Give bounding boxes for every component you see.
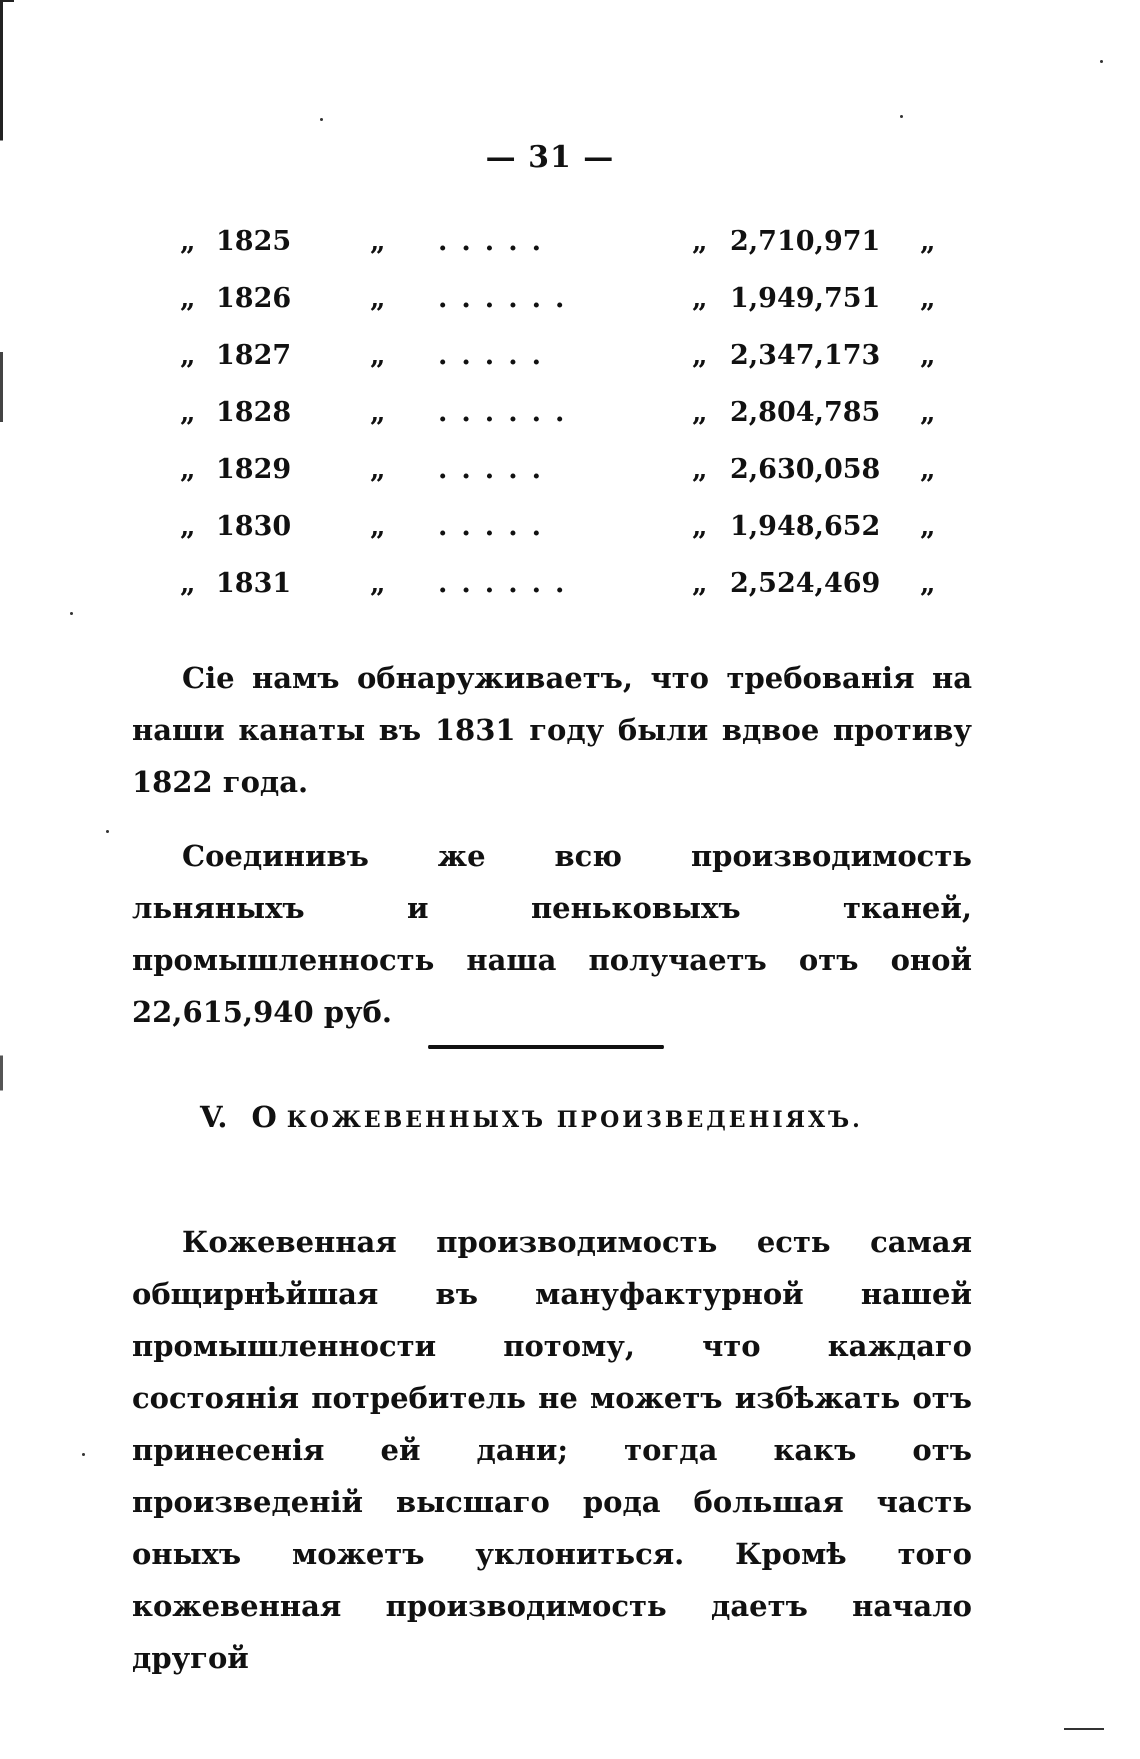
table-row [180,555,950,612]
ditto-mark: „ [370,283,386,314]
ditto-mark: „ [692,511,708,542]
ditto-mark: „ [370,454,386,485]
value-cell: 2,710,971 [730,226,881,257]
value-cell: 2,347,173 [730,340,881,371]
value-cell: 2,804,785 [730,397,881,428]
ditto-mark: „ [920,454,936,485]
table-row [180,498,950,555]
ditto-mark: „ [692,454,708,485]
value-cell: 1,949,751 [730,283,881,314]
table-row [180,327,950,384]
section-number: V. [200,1100,228,1134]
page-number: — 31 — [485,140,615,175]
paragraph-fabrics-total: Соединивъ же всю производимость льняныхъ и пеньковыхъ тканей, промышленность наша получаетъ отъ оной 22,615,940 руб. [132,839,972,1029]
year-cell: 1826 [216,283,292,314]
ditto-mark: „ [180,397,196,428]
leader-dots: ...... [438,568,579,599]
ditto-mark: „ [920,340,936,371]
table-row [180,384,950,441]
scan-footer-mark [1064,1728,1104,1730]
leader-dots: ..... [438,226,555,257]
year-cell: 1828 [216,397,292,428]
ditto-mark: „ [692,397,708,428]
scan-edge-left [0,0,3,1759]
value-cell: 2,524,469 [730,568,881,599]
leader-dots: ..... [438,340,555,371]
ditto-mark: „ [180,340,196,371]
scan-speck [106,830,109,833]
leader-dots: ..... [438,511,555,542]
ditto-mark: „ [180,511,196,542]
ditto-mark: „ [370,340,386,371]
ditto-mark: „ [180,283,196,314]
ditto-mark: „ [370,397,386,428]
leader-dots: ...... [438,397,579,428]
ditto-mark: „ [180,568,196,599]
year-cell: 1831 [216,568,292,599]
ditto-mark: „ [920,226,936,257]
ditto-mark: „ [692,568,708,599]
year-cell: 1830 [216,511,292,542]
year-cell: 1829 [216,454,292,485]
ditto-mark: „ [370,568,386,599]
ditto-mark: „ [370,226,386,257]
scan-speck [82,1453,85,1456]
scan-speck [900,115,903,118]
scan-speck [70,612,73,615]
ditto-mark: „ [920,397,936,428]
value-cell: 1,948,652 [730,511,881,542]
year-cell: 1825 [216,226,292,257]
section-heading [200,1100,1000,1134]
scan-speck [320,118,323,121]
ditto-mark: „ [692,283,708,314]
section-separator-rule [428,1044,664,1050]
table-row [180,213,950,270]
ditto-mark: „ [180,226,196,257]
scan-speck [1100,60,1103,63]
leader-dots: ...... [438,283,579,314]
ditto-mark: „ [920,283,936,314]
scan-edge-top [0,0,14,2]
ditto-mark: „ [692,226,708,257]
table-row [180,441,950,498]
section-title: КОЖЕВЕННЫХЪ ПРОИЗВЕДЕНІЯХЪ. [286,1107,863,1133]
ditto-mark: „ [920,568,936,599]
yearly-values-table [180,213,950,612]
paragraph-ropes-demand: Сіе намъ обнаруживаетъ, что требованія на наши канаты въ 1831 году были вдвое противу 1822 года. [132,661,972,799]
leader-dots: ..... [438,454,555,485]
year-cell: 1827 [216,340,292,371]
ditto-mark: „ [180,454,196,485]
ditto-mark: „ [920,511,936,542]
table-row [180,270,950,327]
value-cell: 2,630,058 [730,454,881,485]
ditto-mark: „ [370,511,386,542]
ditto-mark: „ [692,340,708,371]
section-title-preposition: О [251,1100,277,1134]
paragraph-leather-production: Кожевенная производимость есть самая общирнѣйшая въ мануфактурной нашей промышленности потому, что каждаго состоянія потребитель не можетъ избѣжать отъ принесенія ей дани; тогда какъ отъ произведеній высшаго рода большая часть оныхъ можетъ уклониться. Кромѣ того кожевенная производимость даетъ начало другой [132,1225,972,1675]
